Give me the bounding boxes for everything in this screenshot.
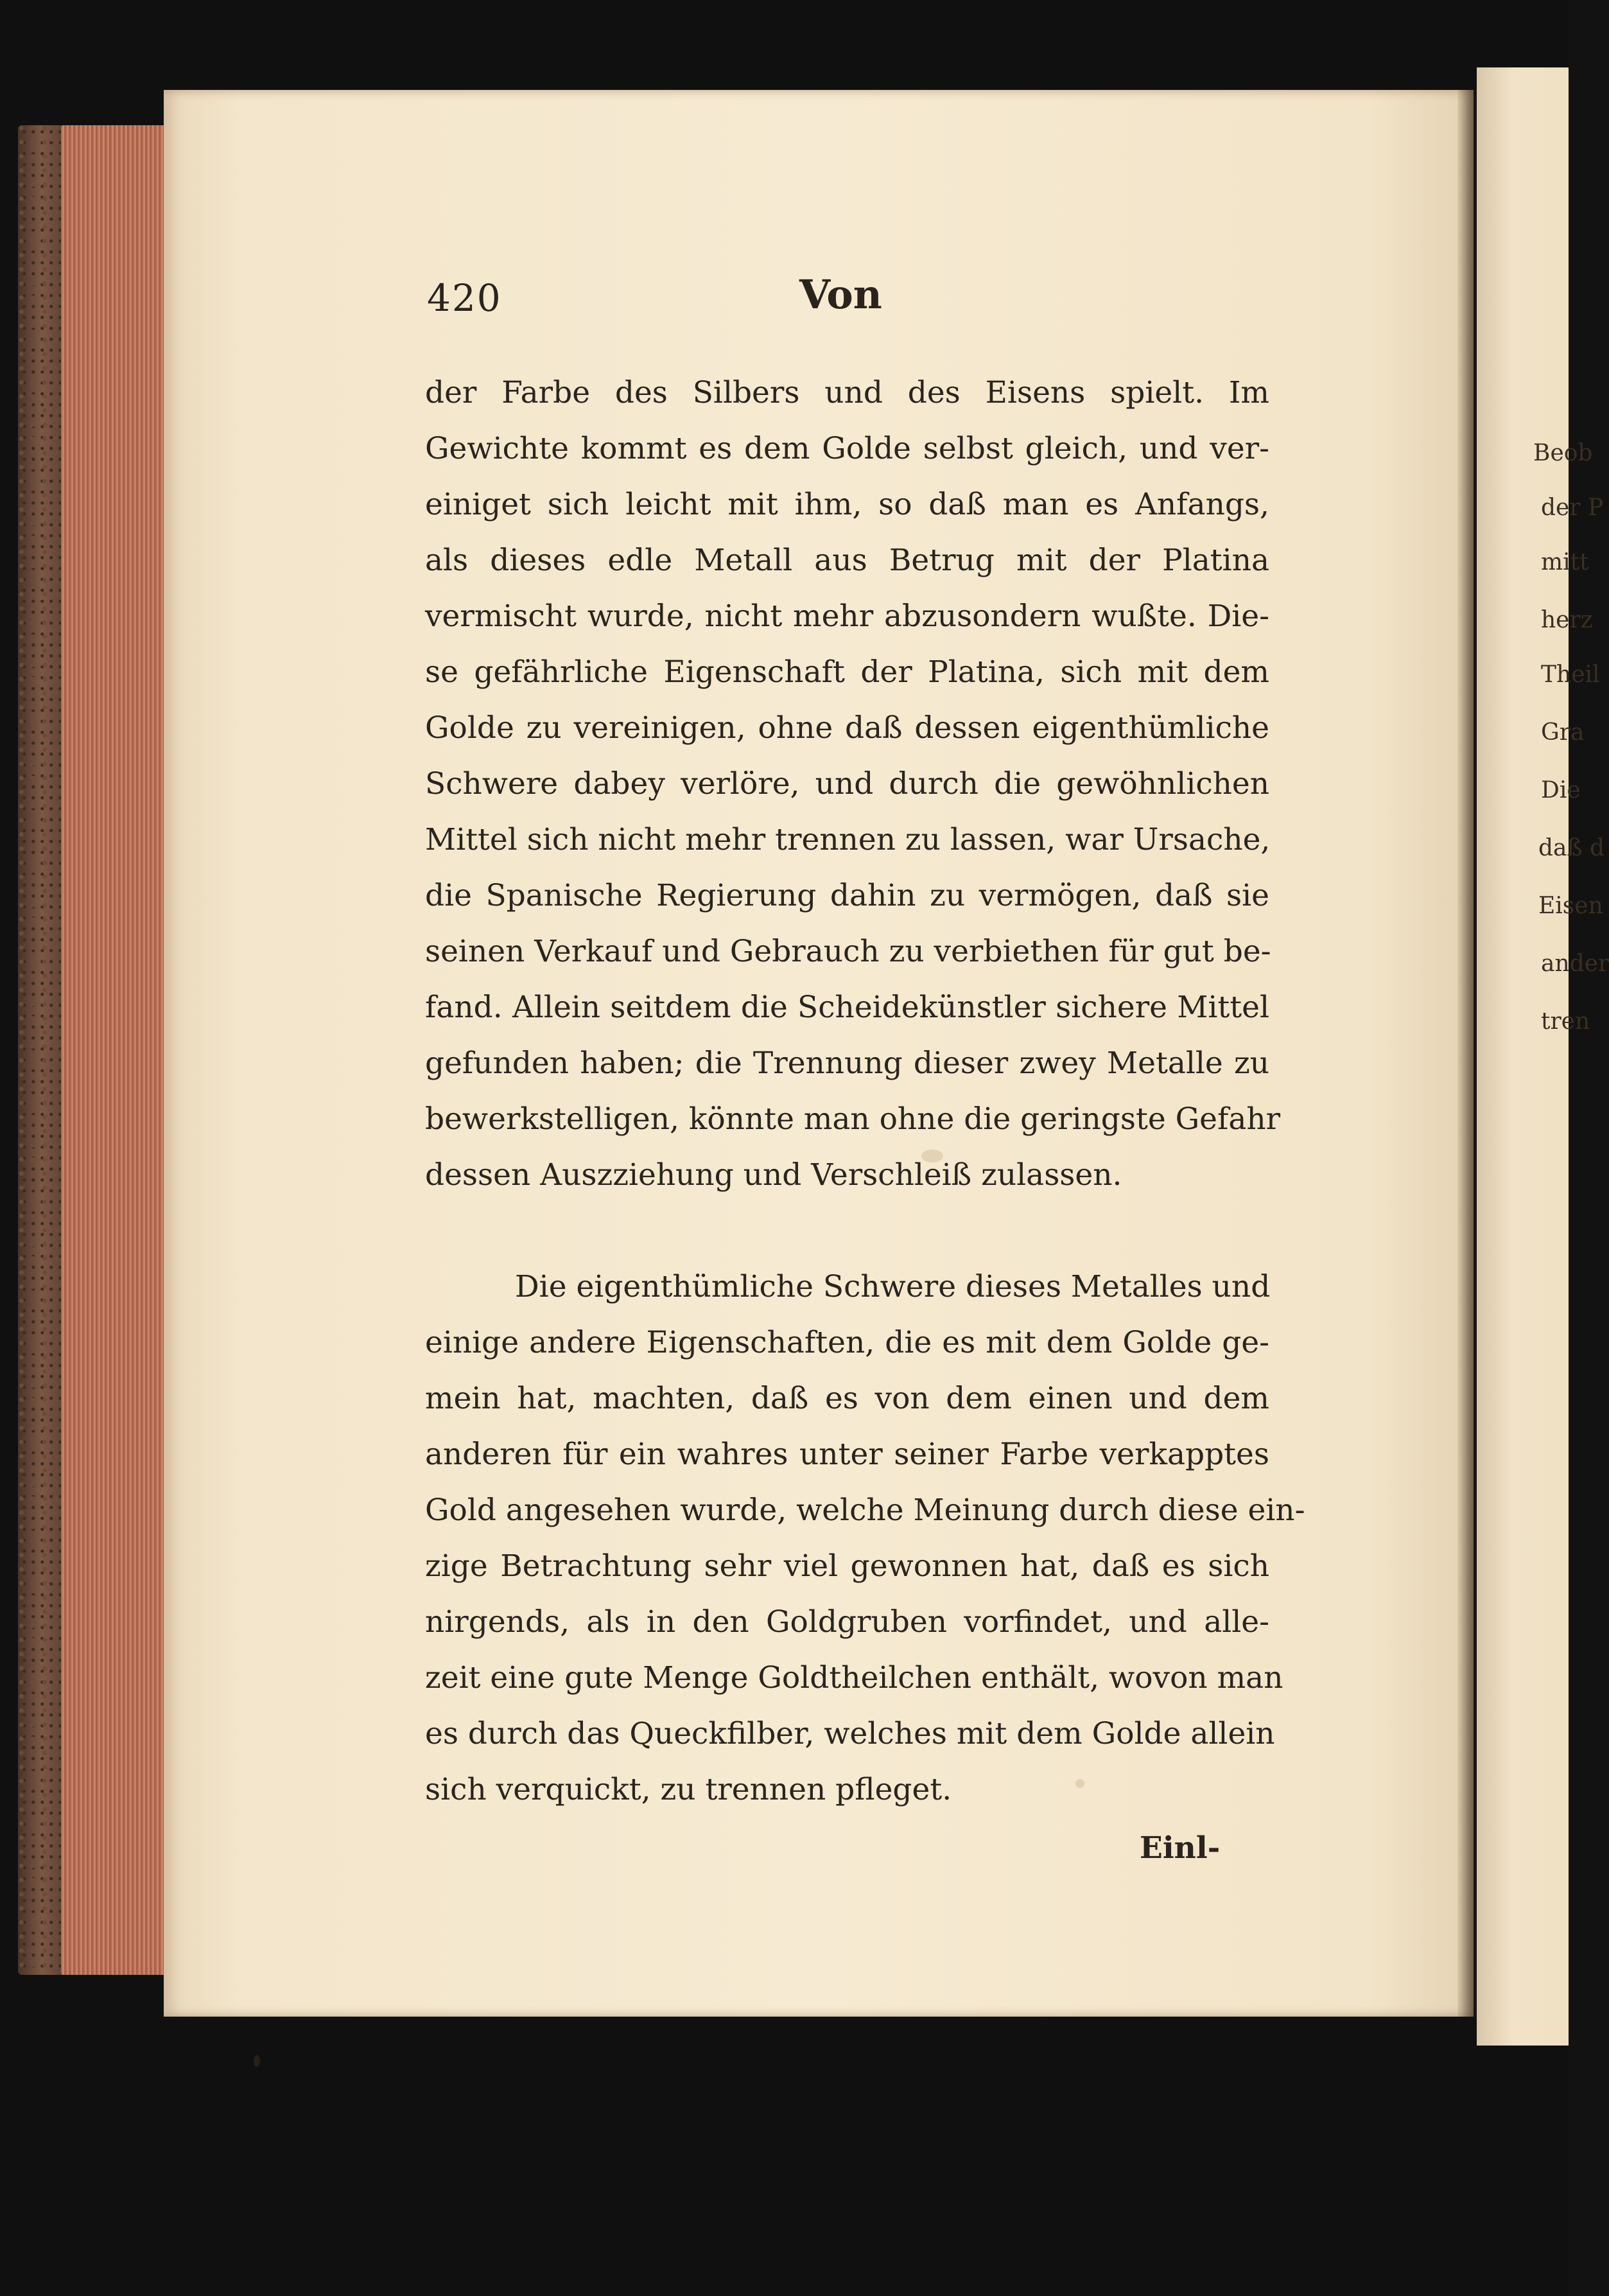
paragraph-2 <box>425 1259 1305 1818</box>
next-page-text: Gra <box>1541 719 1585 746</box>
text-line: mein hat, machten, daß es von dem einen und dem <box>425 1381 1269 1416</box>
paragraph-1 <box>425 365 1281 1203</box>
next-page-text: der P <box>1541 495 1604 521</box>
text-line: es durch das Queckfilber, welches mit dem Golde allein <box>425 1716 1275 1751</box>
text-line: einiget sich leicht mit ihm, so daß man es Anfangs, <box>425 487 1269 522</box>
next-page-text: mitt <box>1541 549 1589 575</box>
text-line: der Farbe des Silbers und des Eisens spielt. Im <box>425 375 1269 410</box>
text-line: anderen für ein wahres unter seiner Farbe verkapptes <box>425 1437 1269 1472</box>
text-line: als dieses edle Metall aus Betrug mit der Platina <box>425 543 1269 578</box>
running-title: Von <box>799 271 882 318</box>
text-line: Die eigenthümliche Schwere dieses Metalles und <box>515 1269 1271 1304</box>
text-line: Gold angesehen wurde, welche Meinung durch diese ein- <box>425 1493 1305 1528</box>
next-page-text: Theil <box>1541 662 1600 688</box>
catchword: Einl- <box>1140 1830 1221 1866</box>
text-line: nirgends, als in den Goldgruben vorfindet, und alle- <box>425 1604 1269 1640</box>
text-line: zeit eine gute Menge Goldtheilchen enthält, wovon man <box>425 1660 1283 1696</box>
next-page-text: tren <box>1541 1008 1590 1035</box>
text-line: vermischt wurde, nicht mehr abzusondern wußte. Die- <box>425 599 1269 634</box>
next-page-text: ander <box>1541 951 1609 977</box>
page-number: 420 <box>427 276 502 320</box>
text-line: Mittel sich nicht mehr trennen zu lassen, war Ursache, <box>425 822 1271 857</box>
text-line: se gefährliche Eigenschaft der Platina, sich mit dem <box>425 654 1269 690</box>
text-line: sich verquickt, zu trennen pfleget. <box>425 1772 952 1807</box>
text-line: fand. Allein seitdem die Scheidekünstler sichere Mittel <box>425 990 1269 1025</box>
next-page-text: daß d <box>1538 835 1605 861</box>
text-line: bewerkstelligen, könnte man ohne die geringste Gefahr <box>425 1101 1281 1137</box>
text-line: Gewichte kommt es dem Golde selbst gleich, und ver- <box>425 431 1269 466</box>
text-line: seinen Verkauf und Gebrauch zu verbiethen für gut be- <box>425 934 1271 969</box>
text-line: Schwere dabey verlöre, und durch die gewöhnlichen <box>425 766 1269 802</box>
next-page-text: Beob <box>1533 440 1593 466</box>
text-line: Golde zu vereinigen, ohne daß dessen eigenthümliche <box>425 710 1269 746</box>
text-line: gefunden haben; die Trennung dieser zwey Metalle zu <box>425 1046 1269 1081</box>
text-line: die Spanische Regierung dahin zu vermögen, daß sie <box>425 878 1269 913</box>
next-page-text: herz <box>1541 607 1593 633</box>
text-line: einige andere Eigenschaften, die es mit dem Golde ge- <box>425 1325 1269 1360</box>
next-page-text: Eisen <box>1538 893 1603 919</box>
next-page-fragment <box>1477 67 1609 2046</box>
text-line: dessen Auszziehung und Verschleiß zulassen. <box>425 1157 1122 1193</box>
next-page-text: Die <box>1541 777 1581 803</box>
text-line: zige Betrachtung sehr viel gewonnen hat, daß es sich <box>425 1548 1269 1584</box>
